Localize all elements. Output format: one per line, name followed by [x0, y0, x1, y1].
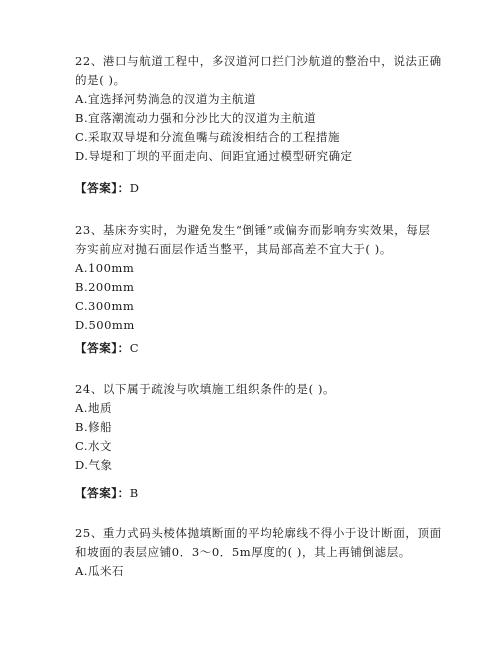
option-b: B.修船 — [75, 420, 113, 434]
question-25 — [75, 524, 442, 581]
answer-24 — [75, 485, 139, 501]
question-stem-line: 24、以下属于疏浚与吹填施工组织条件的是( )。 — [75, 382, 336, 396]
answer-23 — [75, 340, 139, 356]
answer-label: 【答案】： — [75, 486, 130, 500]
option-c: C.水文 — [75, 439, 113, 453]
option-d: D.导堤和丁坝的平面走向、间距宜通过模型研究确定 — [75, 149, 353, 163]
question-stem-line: 夯实前应对抛石面层作适当整平，其局部高差不宜大于( )。 — [75, 242, 392, 256]
question-stem-line: 和坡面的表层应铺0．3～0．5m厚度的( )，其上再铺倒滤层。 — [75, 545, 411, 559]
answer-value: C — [129, 341, 140, 355]
question-22 — [75, 52, 442, 166]
option-a: A.宜选择河势淌急的汊道为主航道 — [75, 92, 256, 106]
answer-value: B — [129, 486, 139, 500]
option-c: C.300mm — [75, 299, 135, 313]
question-24 — [75, 380, 425, 475]
option-c: C.采取双导堤和分流鱼嘴与疏浚相结合的工程措施 — [75, 130, 341, 144]
answer-label: 【答案】： — [75, 341, 130, 355]
option-b: B.200mm — [75, 280, 135, 294]
question-23 — [75, 221, 431, 335]
question-stem-line: 的是( )。 — [75, 73, 126, 87]
question-stem-line: 25、重力式码头棱体抛填断面的平均轮廓线不得小于设计断面，顶面 — [75, 526, 442, 540]
question-stem-line: 22、港口与航道工程中，多汊道河口拦门沙航道的整治中，说法正确 — [75, 54, 442, 68]
answer-22 — [75, 180, 140, 196]
option-d: D.气象 — [75, 458, 113, 472]
option-a: A.瓜米石 — [75, 564, 124, 578]
answer-value: D — [129, 181, 140, 195]
option-d: D.500mm — [75, 318, 135, 332]
answer-label: 【答案】： — [75, 181, 130, 195]
option-a: A.地质 — [75, 401, 112, 415]
option-b: B.宜落潮流动力强和分沙比大的汊道为主航道 — [75, 111, 317, 125]
option-a: A.100mm — [75, 261, 135, 275]
question-stem-line: 23、基床夯实时，为避免发生“倒锤”或偏夯而影响夯实效果，每层 — [75, 223, 431, 237]
